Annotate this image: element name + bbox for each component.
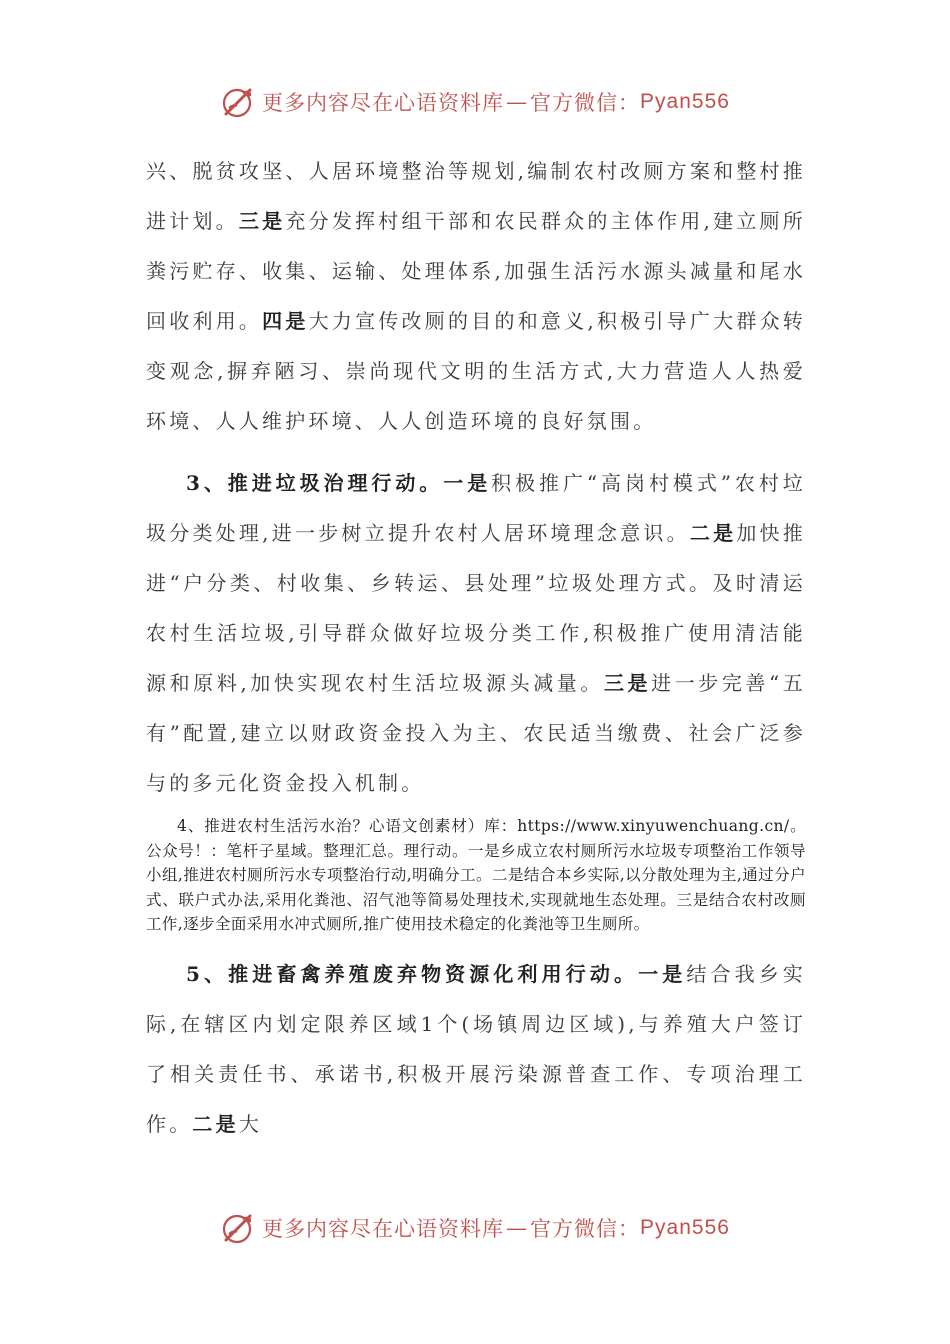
- bold-marker: 二是: [689, 521, 737, 545]
- document-body: [146, 146, 806, 1149]
- quill-seal-icon: [220, 1210, 256, 1246]
- banner-wechat-id: Pyan556: [640, 90, 730, 113]
- banner-wechat-id: Pyan556: [640, 1216, 730, 1239]
- paragraph-toilet-reform: 兴、脱贫攻坚、人居环境整治等规划,编制农村改厕方案和整村推进计划。三是充分发挥村组干部和农民群众的主体作用,建立厕所粪污贮存、收集、运输、处理体系,加强生活污水源头减量和尾水回收利用。四是大力宣传改厕的目的和意义,积极引导广大群众转变观念,摒弃陋习、崇尚现代文明的生活方式,大力营造人人热爱环境、人人维护环境、人人创造环境的良好氛围。: [146, 159, 807, 433]
- footer-watermark-banner: [0, 1208, 950, 1248]
- section-heading: 3、推进垃圾治理行动。: [186, 471, 444, 495]
- bold-marker: 三是: [238, 209, 286, 233]
- bold-marker: 一是: [443, 471, 492, 495]
- banner-dash: —: [506, 90, 529, 114]
- banner-dash: —: [506, 1216, 529, 1240]
- banner-text: 更多内容尽在心语资料库: [262, 1217, 505, 1241]
- bold-marker: 二是: [192, 1111, 239, 1136]
- bold-marker: 一是: [638, 961, 687, 986]
- banner-wechat-label: 官方微信：: [530, 1217, 641, 1241]
- bold-marker: 三是: [603, 671, 652, 695]
- banner-wechat-label: 官方微信：: [530, 91, 641, 115]
- header-watermark-banner: [0, 82, 950, 122]
- paragraph-garbage-treatment: 3、推进垃圾治理行动。一是积极推广“高岗村模式”农村垃圾分类处理,进一步树立提升农村人居环境理念意识。二是加快推进“户分类、村收集、乡转运、县处理”垃圾处理方式。及时清运农村生活垃圾,引导群众做好垃圾分类工作,积极推广使用清洁能源和原料,加快实现农村生活垃圾源头减量。三是进一步完善“五有”配置,建立以财政资金投入为主、农民适当缴费、社会广泛参与的多元化资金投入机制。: [146, 471, 807, 795]
- banner-text: 更多内容尽在心语资料库: [262, 91, 505, 115]
- section-heading: 5、推进畜禽养殖废弃物资源化利用行动。: [186, 961, 639, 986]
- paragraph-sewage-treatment: 4、推进农村生活污水治？心语文创素材）库：https://www.xinyuwenchuang.cn/。公众号！：笔杆子星域。整理汇总。理行动。一是乡成立农村厕所污水垃圾专项整治工作领导小组,推进农村厕所污水专项整治行动,明确分工。二是结合本乡实际,以分散处理为主,通过分户式、联户式办法,采用化粪池、沼气池等简易处理技术,实现就地生态处理。三是结合农村改厕工作,逐步全面采用水冲式厕所,推广使用技术稳定的化粪池等卫生厕所。: [146, 817, 806, 933]
- paragraph-livestock-waste: 5、推进畜禽养殖废弃物资源化利用行动。一是结合我乡实际,在辖区内划定限养区域1个(场镇周边区域),与养殖大户签订了相关责任书、承诺书,积极开展污染源普查工作、专项治理工作。二是大: [146, 961, 807, 1136]
- bold-marker: 四是: [262, 309, 309, 333]
- quill-seal-icon: [220, 84, 256, 120]
